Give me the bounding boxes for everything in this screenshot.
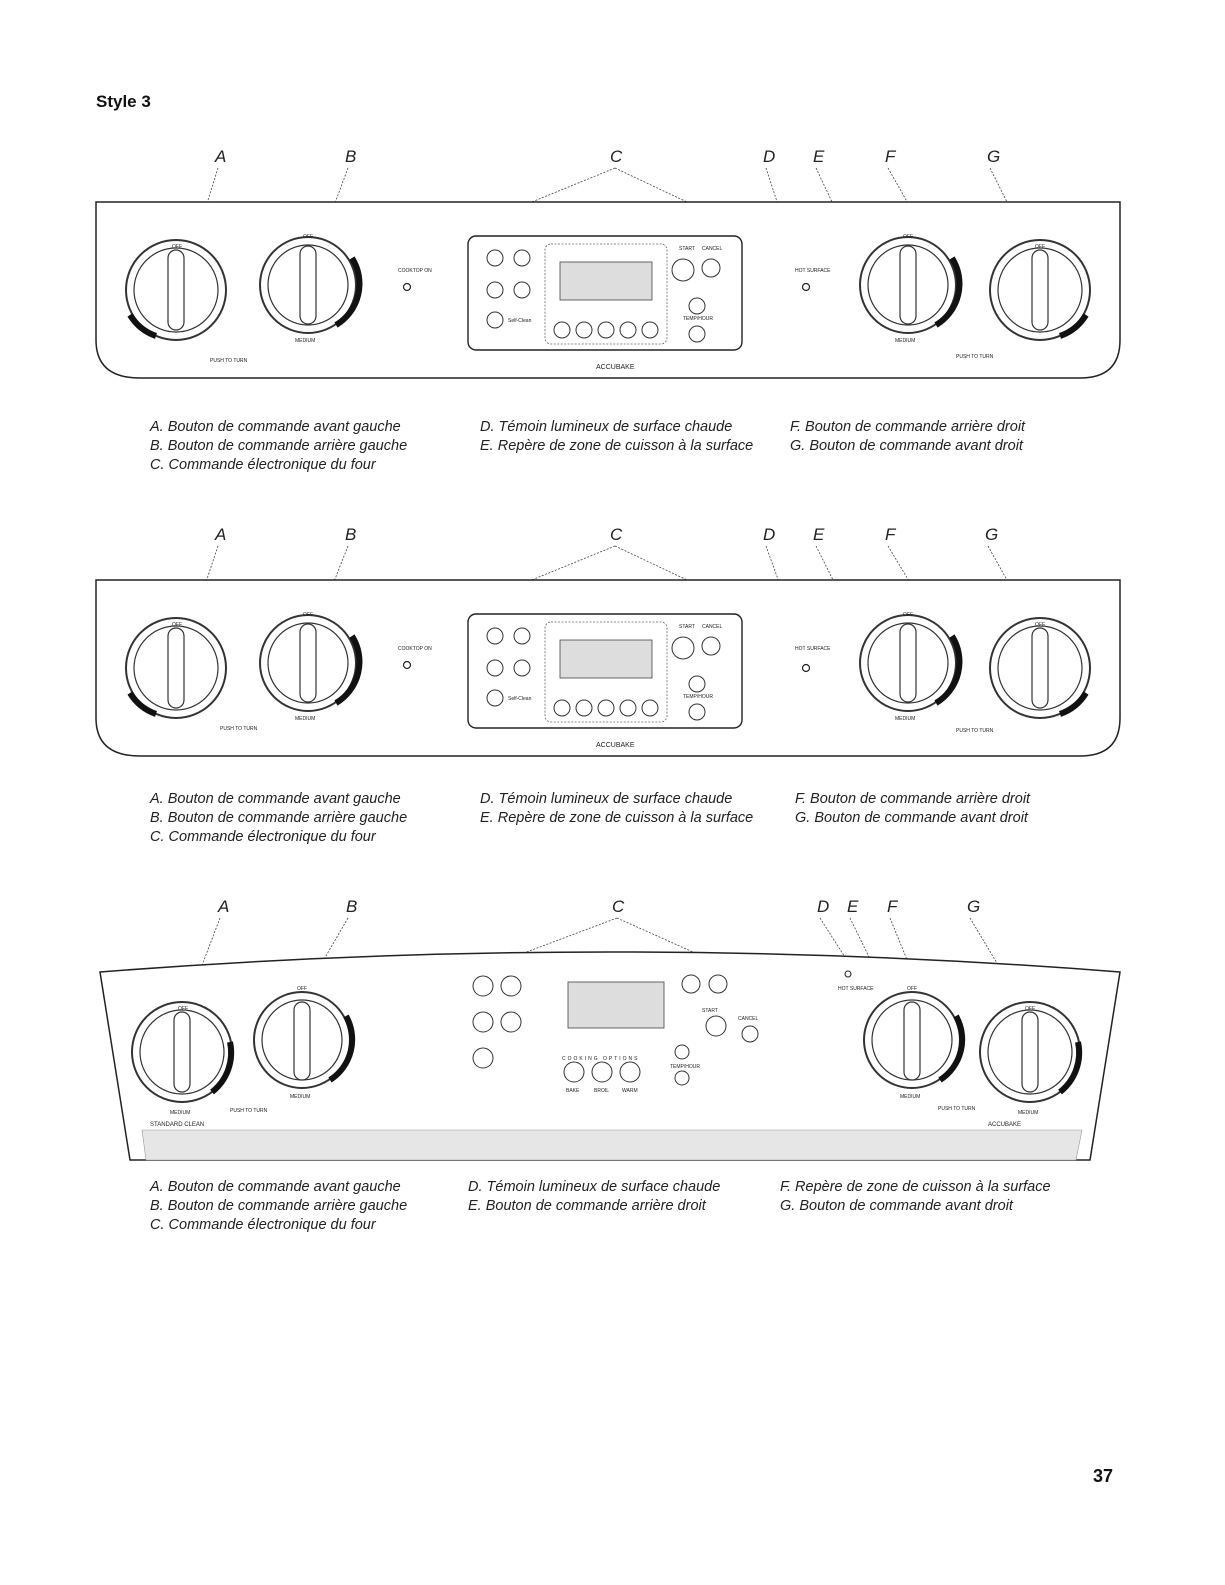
accubake-logo: ACCUBAKE — [596, 742, 635, 749]
hot-surface-light — [803, 284, 810, 291]
control-panel-figure-1 — [90, 140, 1130, 390]
callout-letter-e: E — [847, 897, 859, 916]
cancel-label: CANCEL — [702, 624, 723, 630]
cancel-label: CANCEL — [738, 1016, 759, 1022]
warm-button[interactable] — [620, 1062, 640, 1082]
knob-f-off-label: OFF — [907, 986, 917, 992]
start-button[interactable] — [672, 259, 694, 281]
temp-hour-label: TEMP/HOUR — [670, 1064, 700, 1070]
callout-letter-f: F — [885, 525, 896, 544]
temp-down-button[interactable] — [689, 704, 705, 720]
timer-button[interactable] — [709, 975, 727, 993]
knob-a-off-label: OFF — [172, 622, 182, 628]
timer-button[interactable] — [514, 660, 530, 676]
timer-button[interactable] — [514, 282, 530, 298]
callout-letter-f: F — [887, 897, 898, 916]
control-panel-diagram-3 — [90, 892, 1130, 1172]
accubake-logo: ACCUBAKE — [596, 364, 635, 371]
callout-letter-d: D — [763, 525, 776, 544]
self-clean-label: Self-Clean — [508, 696, 532, 702]
caption-e: E. Repère de zone de cuisson à la surface — [480, 810, 754, 826]
knob-b-off-label: OFF — [297, 986, 307, 992]
knob-g-medium-label: MEDIUM — [1018, 1110, 1039, 1116]
callout-letter-c: C — [610, 147, 623, 166]
control-panel-diagram-1 — [90, 140, 1130, 390]
callout-letter-a: A — [215, 147, 227, 166]
options-button[interactable] — [642, 700, 658, 716]
cancel-button[interactable] — [742, 1026, 758, 1042]
caption-d: D. Témoin lumineux de surface chaude — [480, 791, 733, 807]
cook-option-button[interactable] — [620, 700, 636, 716]
hot-surface-label: HOT SURFACE — [838, 986, 874, 992]
cook-option-button[interactable] — [620, 322, 636, 338]
start-label: START — [679, 246, 695, 252]
knob-f[interactable] — [864, 992, 962, 1088]
control-panel-diagram-2 — [90, 518, 1130, 768]
broil-button[interactable] — [592, 1062, 612, 1082]
knob-g-off-label: OFF — [1035, 244, 1045, 250]
oven-light-button[interactable] — [473, 976, 493, 996]
warm-button[interactable] — [598, 700, 614, 716]
caption-f: F. Bouton de commande arrière droit — [790, 419, 1026, 435]
callout-letter-f: F — [885, 147, 896, 166]
knob-a[interactable] — [132, 1002, 232, 1102]
standard-clean-logo: STANDARD CLEAN — [150, 1122, 205, 1128]
caption-e: E. Bouton de commande arrière droit — [468, 1198, 706, 1214]
temp-up-button[interactable] — [689, 298, 705, 314]
temp-up-button[interactable] — [675, 1045, 689, 1059]
start-button[interactable] — [672, 637, 694, 659]
temp-hour-label: TEMP/HOUR — [683, 316, 713, 322]
options-button[interactable] — [642, 322, 658, 338]
temp-up-button[interactable] — [689, 676, 705, 692]
caption-b: B. Bouton de commande arrière gauche — [150, 1198, 408, 1214]
temp-hour-label: TEMP/HOUR — [683, 694, 713, 700]
callout-letter-g: G — [985, 525, 999, 544]
callout-letter-d: D — [817, 897, 830, 916]
cancel-button[interactable] — [702, 637, 720, 655]
knob-f-off-label: OFF — [903, 612, 913, 618]
knob-b[interactable] — [254, 992, 352, 1088]
clock-button[interactable] — [682, 975, 700, 993]
caption-g: G. Bouton de commande avant droit — [795, 810, 1028, 826]
control-panel-figure-3 — [90, 892, 1130, 1172]
knob-f-medium-label: MEDIUM — [895, 716, 916, 722]
hot-surface-label: HOT SURFACE — [795, 268, 831, 274]
knob-f-medium-label: MEDIUM — [900, 1094, 921, 1100]
broil-button[interactable] — [576, 322, 592, 338]
knob-g[interactable] — [990, 240, 1090, 340]
temp-down-button[interactable] — [675, 1071, 689, 1085]
hot-surface-light — [845, 971, 851, 977]
knob-b-medium-label: MEDIUM — [290, 1094, 311, 1100]
caption-a: A. Bouton de commande avant gauche — [150, 791, 401, 807]
callout-letter-b: B — [346, 897, 358, 916]
knob-g[interactable] — [990, 618, 1090, 718]
self-clean-label: Self-Clean — [508, 318, 532, 324]
callout-letter-a: A — [218, 897, 230, 916]
knob-g-off-label: OFF — [1035, 622, 1045, 628]
caption-b: B. Bouton de commande arrière gauche — [150, 810, 408, 826]
oven-light-button[interactable] — [487, 250, 503, 266]
caption-g: G. Bouton de commande avant droit — [790, 438, 1023, 454]
cancel-button[interactable] — [702, 259, 720, 277]
auto-clean-button[interactable] — [487, 282, 503, 298]
callout-letter-b: B — [345, 147, 357, 166]
temp-down-button[interactable] — [689, 326, 705, 342]
caption-d: D. Témoin lumineux de surface chaude — [480, 419, 733, 435]
convect-button[interactable] — [487, 628, 503, 644]
callout-letter-e: E — [813, 147, 825, 166]
knob-a[interactable] — [126, 240, 226, 340]
start-label: START — [679, 624, 695, 630]
control-panel-figure-2 — [90, 518, 1130, 768]
broil-button[interactable] — [576, 700, 592, 716]
knob-b-off-label: OFF — [303, 234, 313, 240]
clock-button[interactable] — [514, 628, 530, 644]
callout-letter-g: G — [987, 147, 1001, 166]
cooktop-on-label: COOKTOP ON — [398, 646, 432, 652]
knob-b-medium-label: MEDIUM — [295, 338, 316, 344]
push-to-turn-right: PUSH TO TURN — [956, 354, 994, 360]
callout-letter-b: B — [345, 525, 357, 544]
bake-button[interactable] — [554, 322, 570, 338]
push-to-turn-left: PUSH TO TURN — [220, 726, 258, 732]
caption-a: A. Bouton de commande avant gauche — [150, 419, 401, 435]
panel-lip — [142, 1130, 1082, 1160]
callout-letter-g: G — [967, 897, 981, 916]
callout-letter-c: C — [612, 897, 625, 916]
accubake-logo: ACCUBAKE — [988, 1122, 1022, 1128]
cooktop-on-light — [404, 662, 411, 669]
callout-letter-d: D — [763, 147, 776, 166]
caption-e: E. Repère de zone de cuisson à la surface — [480, 438, 754, 454]
self-clean-button[interactable] — [487, 312, 503, 328]
bake-button[interactable] — [554, 700, 570, 716]
warm-button[interactable] — [598, 322, 614, 338]
self-clean-button[interactable] — [487, 690, 503, 706]
knob-b-off-label: OFF — [303, 612, 313, 618]
cooktop-on-light — [404, 284, 411, 291]
knob-a-off-label: OFF — [178, 1006, 188, 1012]
knob-f-off-label: OFF — [903, 234, 913, 240]
page-title: Style 3 — [96, 92, 151, 111]
knob-a-medium-label: MEDIUM — [170, 1110, 191, 1116]
cooktop-on-label: COOKTOP ON — [398, 268, 432, 274]
push-to-turn-right: PUSH TO TURN — [956, 728, 994, 734]
caption-b: B. Bouton de commande arrière gauche — [150, 438, 408, 454]
start-button[interactable] — [706, 1016, 726, 1036]
caption-f: F. Repère de zone de cuisson à la surface — [780, 1179, 1051, 1195]
broil-label: BROIL — [594, 1088, 610, 1094]
caption-c: C. Commande électronique du four — [150, 457, 376, 473]
knob-g-off-label: OFF — [1025, 1006, 1035, 1012]
caption-a: A. Bouton de commande avant gauche — [150, 1179, 401, 1195]
electronic-oven-control — [468, 236, 742, 350]
caption-c: C. Commande électronique du four — [150, 829, 376, 845]
knob-g[interactable] — [980, 1002, 1080, 1102]
push-to-turn-left: PUSH TO TURN — [230, 1108, 268, 1114]
auto-clean-button[interactable] — [487, 660, 503, 676]
hot-surface-light — [803, 665, 810, 672]
cook-time-button[interactable] — [501, 1012, 521, 1032]
push-to-turn-left: PUSH TO TURN — [210, 358, 248, 364]
start-time-button[interactable] — [501, 976, 521, 996]
caption-g: G. Bouton de commande avant droit — [780, 1198, 1013, 1214]
callout-letter-a: A — [215, 525, 227, 544]
caption-f: F. Bouton de commande arrière droit — [795, 791, 1031, 807]
knob-a[interactable] — [126, 618, 226, 718]
knob-a-off-label: OFF — [172, 244, 182, 250]
cooking-options-label: COOKING OPTIONS — [562, 1056, 640, 1062]
push-to-turn-right: PUSH TO TURN — [938, 1106, 976, 1112]
caption-c: C. Commande électronique du four — [150, 1217, 376, 1233]
bake-label: BAKE — [566, 1088, 580, 1094]
warm-label: WARM — [622, 1088, 638, 1094]
knob-f-medium-label: MEDIUM — [895, 338, 916, 344]
hot-surface-label: HOT SURFACE — [795, 646, 831, 652]
callout-letter-c: C — [610, 525, 623, 544]
auto-clean-button[interactable] — [473, 1012, 493, 1032]
electronic-oven-control — [468, 614, 742, 728]
cancel-label: CANCEL — [702, 246, 723, 252]
callout-letter-e: E — [813, 525, 825, 544]
start-label: START — [702, 1008, 718, 1014]
knob-b-medium-label: MEDIUM — [295, 716, 316, 722]
page-number: 37 — [1093, 1466, 1114, 1486]
caption-d: D. Témoin lumineux de surface chaude — [468, 1179, 721, 1195]
bake-button[interactable] — [564, 1062, 584, 1082]
lockout-button[interactable] — [473, 1048, 493, 1068]
clock-button[interactable] — [514, 250, 530, 266]
